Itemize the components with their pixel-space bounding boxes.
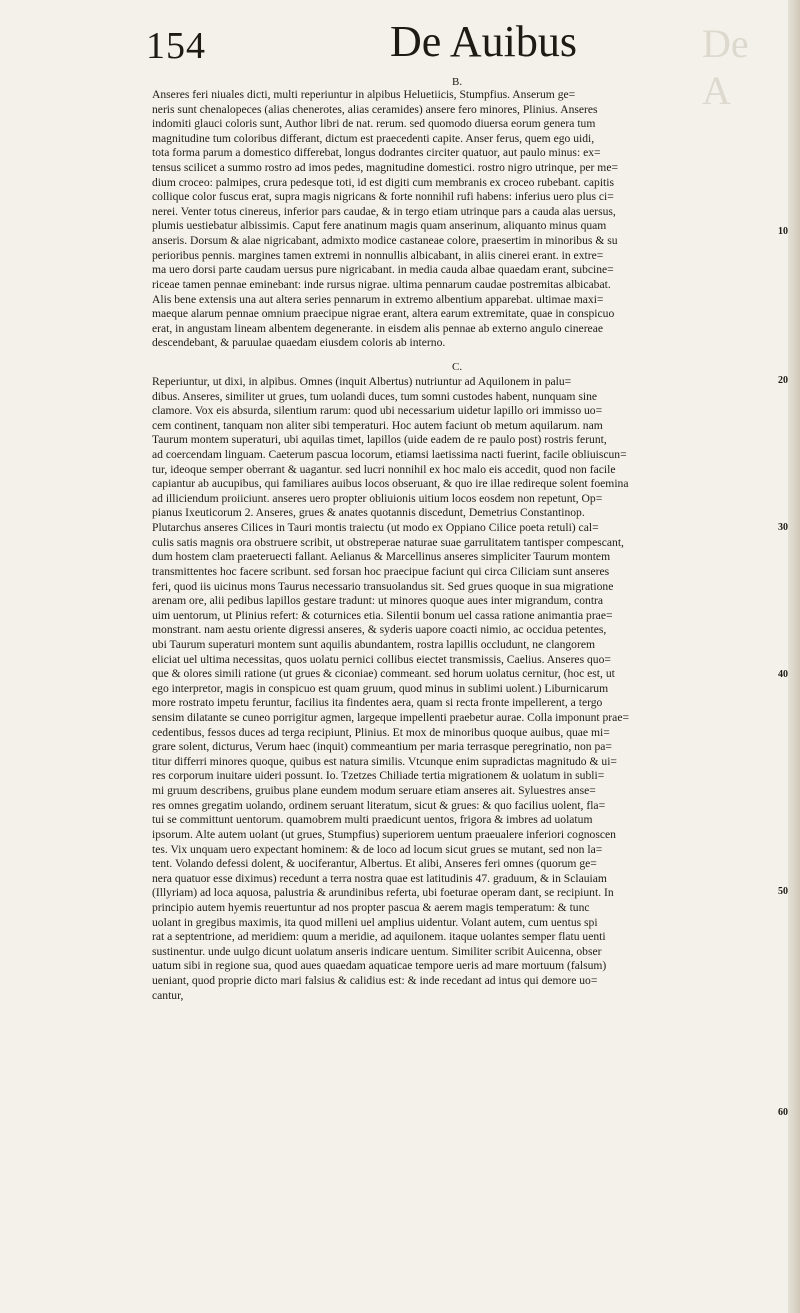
text-line: monstrant. nam aestu oriente digressi anseres, & syderis uapore coacti nimio, ac occidua petentes, bbox=[152, 623, 607, 637]
margin-line-number: 50 bbox=[778, 886, 788, 897]
bleed-through-title: De A bbox=[702, 21, 749, 113]
section-b-text bbox=[152, 88, 792, 351]
text-line: uatum sibi in regione sua, quod aues quaedam aquaticae tempore ueris ad mare mortuum (falsum) bbox=[152, 959, 607, 973]
text-line: Anseres feri niuales dicti, multi reperiuntur in alpibus Heluetiicis, Stumpfius. Anserum ge= bbox=[152, 88, 576, 101]
text-line: ubi Taurum superaturi montem sunt aquilis abundantem, rostra lapillis occludunt, ne clangorem bbox=[152, 637, 595, 651]
text-line: erat, in angustam lineam albentem degenerante. in eisdem alis pennae ab externo angulo cinereae bbox=[152, 321, 603, 335]
text-line: Reperiuntur, ut dixi, in alpibus. Omnes (inquit Albertus) nutriuntur ad Aquilonem in palu= bbox=[152, 375, 572, 388]
text-line: tes. Vix unquam uero expectant hominem: & de loco ad locum sicut grues se mutant, sed non la= bbox=[152, 842, 603, 856]
margin-line-number: 60 bbox=[778, 1107, 788, 1118]
text-line: dum hostem clam praeteruecti fallant. Aelianus & Marcellinus anseres simpliciter Taurum montem bbox=[152, 550, 611, 564]
text-line: ad coercendam linguam. Caeterum pascua locorum, etiamsi laetissima nacti fuerint, facile obliuiscun= bbox=[152, 448, 627, 462]
text-line: ad illiciendum proiiciunt. anseres uero propter obliuionis uitium locos eosdem non repetunt, Op= bbox=[152, 491, 603, 505]
margin-line-number: 30 bbox=[778, 522, 788, 533]
section-letter-b: B. bbox=[452, 76, 463, 88]
text-line: tui se committunt uentorum. quamobrem multi praedicunt uentos, frigora & imbres ad uolatum bbox=[152, 813, 593, 827]
text-line: sustinentur. unde uulgo dicunt uolatum anseris indicare uentum. Similiter scribit Auicenna, obser bbox=[152, 944, 602, 958]
margin-line-number: 20 bbox=[778, 375, 788, 386]
page-number: 154 bbox=[146, 25, 206, 67]
margin-line-number: 10 bbox=[778, 226, 788, 237]
text-line: cantur, bbox=[152, 988, 184, 1002]
text-line: grare solent, dicturus, Verum haec (inquit) commeantium per maria terrasque peregrinatio, non pa= bbox=[152, 740, 612, 754]
text-line: anseris. Dorsum & alae nigricabant, admixto modice castaneae colore, praesertim in minoribus & su bbox=[152, 234, 618, 248]
text-line: res omnes gregatim uolando, ordinem seruant literatum, sicut & grues: & quo facilius uolent, fla= bbox=[152, 798, 606, 812]
text-line: arenam ore, alii pedibus lapillos gestare tradunt: ut minores quoque aues inter migrandum, contra bbox=[152, 594, 604, 608]
text-line: descendebant, & paruulae quaedam eiusdem coloris ab interno. bbox=[152, 336, 446, 350]
text-line: nera quatuor esse diximus) recedunt a terra nostra quae est latitudinis 47. graduum, & in Sclauiam bbox=[152, 871, 607, 885]
text-line: riceae tamen pennae eminebant: inde rursus nigrae. ultima pennarum caudae postremitas albicabat. bbox=[152, 277, 611, 291]
text-line: clamore. Vox eis absurda, silentium rarum: quod ubi necessarium uidetur lapillo ori immisso uo= bbox=[152, 404, 603, 418]
text-line: maeque alarum pennae omnium praecipue nigrae erant, altera earum extremitate, quae in conspicuo bbox=[152, 307, 615, 321]
text-line: more rostrato impetu feruntur, facilius ita findentes aera, quam si recta fronte impellerent, a tergo bbox=[152, 696, 603, 710]
text-line: (Illyriam) ad loca aquosa, palustria & arundinibus referta, ubi foeturae operam dant, se recipiunt. In bbox=[152, 886, 614, 900]
text-line: titur differri minores quoque, quibus est natura similis. Vtcunque enim supradictas magnitudo & ui= bbox=[152, 754, 617, 768]
text-line: feri, quod iis uicinus mons Taurus necessario transuolandus sit. Sed grues quoque in sua migratione bbox=[152, 579, 614, 593]
text-line: pianus Ixeuticorum 2. Anseres, grues & anates quotannis discedunt, Demetrius Constantinop. bbox=[152, 506, 585, 520]
text-line: eliciat uel ultima necessitas, quos uolatu pernici collibus eiectet transmissis, Caelius. Anseres quo= bbox=[152, 652, 611, 666]
text-line: tur, ideoque semper oberrant & uagantur. sed lucri nonnihil ex hoc malo eis accedit, quod non facile bbox=[152, 462, 616, 476]
text-line: dibus. Anseres, similiter ut grues, tum uolandi duces, tum somni custodes habent, nunquam sine bbox=[152, 389, 598, 403]
text-line: collique color fuscus erat, supra magis nigricans & forte nonnihil rufi habens: inferius uero plus ci= bbox=[152, 190, 614, 204]
margin-line-number: 40 bbox=[778, 669, 788, 680]
text-line: indomiti glauci coloris sunt, Author libri de nat. rerum. sed quomodo diuersa eorum genera tum bbox=[152, 117, 596, 131]
text-line: rat a septentrione, ad meridiem: quum a meridie, ad aquilonem. itaque uolantes semper flatu uenti bbox=[152, 930, 606, 944]
text-line: magnitudine tum coloribus differant, dictum est praecedenti capite. Anser ferus, quem ego uidi, bbox=[152, 131, 595, 145]
text-line: perioribus pennis. margines tamen extremi in nonnullis albicabant, in aliis cinerei erant. in extre= bbox=[152, 248, 604, 262]
text-line: plumis uestiebatur albissimis. Caput fere anatinum magis quam anserinum, aliquanto minus quam bbox=[152, 219, 607, 233]
text-line: cem continent, tanquam non aliter sibi temperaturi. Hoc autem faciunt ob metum aquilarum. nam bbox=[152, 418, 603, 432]
text-line: ipsorum. Alte autem uolant (ut grues, Stumpfius) superiorem uentum praeualere inferiori cognoscen bbox=[152, 827, 616, 841]
text-line: tent. Volando defessi dolent, & uociferantur, Albertus. Et alibi, Anseres feri omnes (quorum ge= bbox=[152, 857, 597, 871]
text-line: Plutarchus anseres Cilices in Tauri montis traiectu (ut modo ex Oppiano Cilice poeta retuli) cal= bbox=[152, 521, 599, 535]
text-line: transmittentes hoc facere scribunt. sed forsan hoc praecipue faciunt qui circa Ciliciam sunt anseres bbox=[152, 564, 610, 578]
text-line: uolant in gregibus maximis, ita quod milleni uel amplius uidentur. Volant autem, cum uentus spi bbox=[152, 915, 598, 929]
text-line: uim uentorum, ut Plinius refert: & coturnices etia. Silentii bonum uel cassa ratione animantia prae= bbox=[152, 608, 613, 622]
section-letter-c: C. bbox=[452, 361, 463, 373]
text-line: sensim dilatante se cuneo porrigitur agmen, largeque impellenti praebetur aurae. Colla imponunt prae= bbox=[152, 711, 630, 725]
text-line: Alis bene extensis una aut altera series pennarum in extremo albentium apparebat. ultimae maxi= bbox=[152, 292, 604, 306]
text-line: res corporum inuitare uideri possunt. Io. Tzetzes Chiliade tertia migrationem & uolatum in subli= bbox=[152, 769, 605, 783]
text-line: Taurum montem superaturi, ubi aquilas timet, lapillos (uide eadem de re paulo post) rostris ferunt, bbox=[152, 433, 607, 447]
text-line: mi gruum describens, gruibus plane eundem modum seruare etiam anseres ait. Syluestres anse= bbox=[152, 784, 596, 798]
text-line: dium croceo: palmipes, crura pedesque toti, id est digiti cum membranis ex croceo rubebant. capitis bbox=[152, 175, 614, 189]
text-line: tensus scilicet a summo rostro ad imos pedes, magnitudine domestici. rostro nigro utrinque, per me= bbox=[152, 161, 619, 175]
text-line: culis satis magnis ora obstruere scribit, ut obstreperae naturae suae garrulitatem tantisper compescant, bbox=[152, 535, 624, 549]
running-title: De Auibus bbox=[390, 17, 577, 66]
section-c-text bbox=[152, 375, 792, 1003]
text-line: que & olores simili ratione (ut grues & ciconiae) commeant. sed horum uolatus cernitur, (hoc est, ut bbox=[152, 667, 615, 681]
text-line: ma uero dorsi parte caudam uersus pure nigricabant. in media cauda albae quaedam erant, subcine= bbox=[152, 263, 614, 277]
text-line: capiantur ab aucupibus, qui familiares auibus locos obseruant, & quo ire illae redireque solent foemina bbox=[152, 477, 629, 491]
text-line: ueniant, quod proprie dicto mari falsius & calidius est: & inde recedant ad intus qui demore uo= bbox=[152, 973, 598, 987]
text-line: neris sunt chenalopeces (alias chenerotes, alias ceramides) ansere fero minores, Plinius. Anseres bbox=[152, 102, 598, 116]
text-line: cedentibus, fessos duces ad terga recipiunt, Plinius. Et mox de minoribus quoque auibus, quae mi= bbox=[152, 725, 610, 739]
text-line: ego interpretor, magis in conspicuo est quam gruum, quod minus in sublimi uolent.) Liburnicarum bbox=[152, 681, 609, 695]
text-line: principio autem hyemis reuertuntur ad nos propter pascua & aerem magis temperatum: & tunc bbox=[152, 900, 590, 914]
text-line: tota forma parum a domestico differebat, longus dodrantes circiter quatuor, aut paulo minus: ex= bbox=[152, 146, 601, 160]
text-line: nerei. Venter totus cinereus, inferior pars caudae, & in tergo etiam utrinque pars a cauda alas uersus, bbox=[152, 204, 616, 218]
